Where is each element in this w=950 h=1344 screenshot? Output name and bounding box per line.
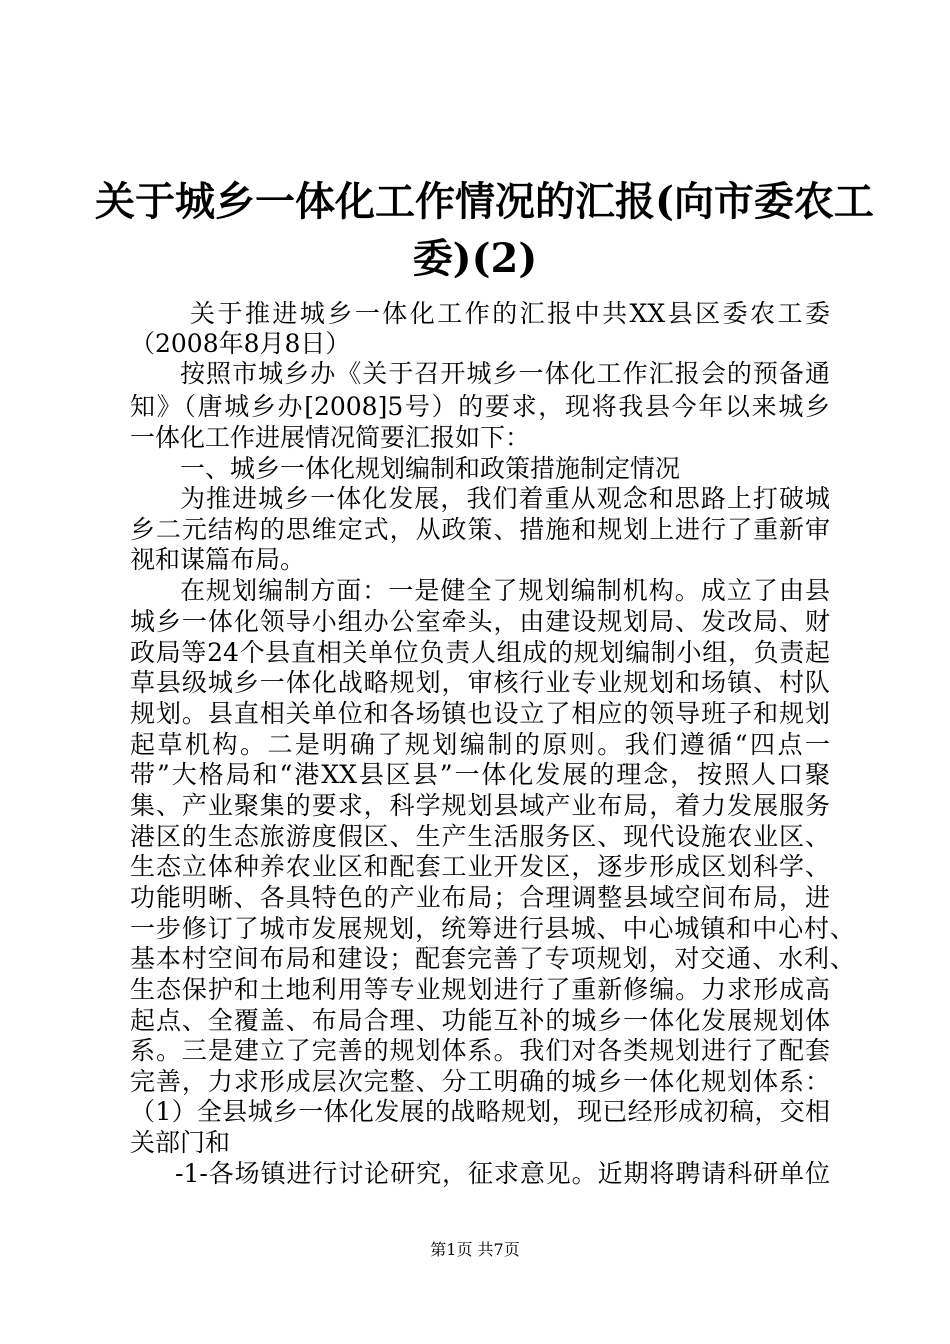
body-line: （1）全县城乡一体化发展的战略规划，现已经形成初稿，交相 — [130, 1097, 830, 1126]
body-line: -1-各场镇进行讨论研究，征求意见。近期将聘请科研单位 — [175, 1159, 830, 1188]
body-line: 关于推进城乡一体化工作的汇报中共XX县区委农工委 — [190, 299, 830, 328]
body-line: 知》（唐城乡办[2008]5号）的要求，现将我县今年以来城乡 — [130, 392, 830, 421]
page-footer: 第1页 共7页 — [430, 1240, 520, 1259]
body-line: 集、产业聚集的要求，科学规划县域产业布局，着力发展服务 — [130, 791, 830, 820]
body-line: 港区的生态旅游度假区、生产生活服务区、现代设施农业区、 — [130, 822, 830, 851]
body-line: 起草机构。二是明确了规划编制的原则。我们遵循“四点一 — [130, 730, 830, 759]
body-line: 一体化工作进展情况简要汇报如下： — [130, 423, 531, 452]
document-title-line-2: 委)(2) — [412, 235, 538, 282]
body-line: 视和谋篇布局。 — [130, 545, 306, 574]
body-line: 城乡一体化领导小组办公室牵头，由建设规划局、发改局、财 — [130, 607, 830, 636]
body-line: 政局等24个县直相关单位负责人组成的规划编制小组，负责起 — [130, 638, 830, 667]
body-line: 关部门和 — [130, 1128, 231, 1157]
body-line: 系。三是建立了完善的规划体系。我们对各类规划进行了配套 — [130, 1036, 830, 1065]
body-line: 生态保护和土地利用等专业规划进行了重新修编。力求形成高 — [130, 975, 830, 1004]
section-heading: 一、城乡一体化规划编制和政策措施制定情况 — [180, 454, 681, 483]
body-line: 功能明晰、各具特色的产业布局；合理调整县域空间布局，进 — [130, 883, 830, 912]
body-line: 完善，力求形成层次完整、分工明确的城乡一体化规划体系： — [130, 1067, 830, 1096]
body-line: 规划。县直相关单位和各场镇也设立了相应的领导班子和规划 — [130, 699, 830, 728]
body-line: 起点、全覆盖、布局合理、功能互补的城乡一体化发展规划体 — [130, 1006, 830, 1035]
body-line: 生态立体种养农业区和配套工业开发区，逐步形成区划科学、 — [130, 852, 830, 881]
body-line: 为推进城乡一体化发展，我们着重从观念和思路上打破城 — [180, 484, 830, 513]
body-line: 基本村空间布局和建设；配套完善了专项规划，对交通、水利、 — [130, 944, 855, 973]
body-line: 乡二元结构的思维定式，从政策、措施和规划上进行了重新审 — [130, 515, 830, 544]
body-line: 草县级城乡一体化战略规划，审核行业专业规划和场镇、村队 — [130, 668, 830, 697]
body-line: 在规划编制方面：一是健全了规划编制机构。成立了由县 — [180, 576, 830, 605]
document-title-line-1: 关于城乡一体化工作情况的汇报(向市委农工 — [95, 178, 874, 225]
body-line: 带”大格局和“港XX县区县”一体化发展的理念，按照人口聚 — [130, 760, 830, 789]
body-line: （2008年8月8日） — [130, 329, 351, 358]
body-line: 一步修订了城市发展规划，统筹进行县城、中心城镇和中心村、 — [130, 914, 855, 943]
body-line: 按照市城乡办《关于召开城乡一体化工作汇报会的预备通 — [180, 359, 830, 388]
